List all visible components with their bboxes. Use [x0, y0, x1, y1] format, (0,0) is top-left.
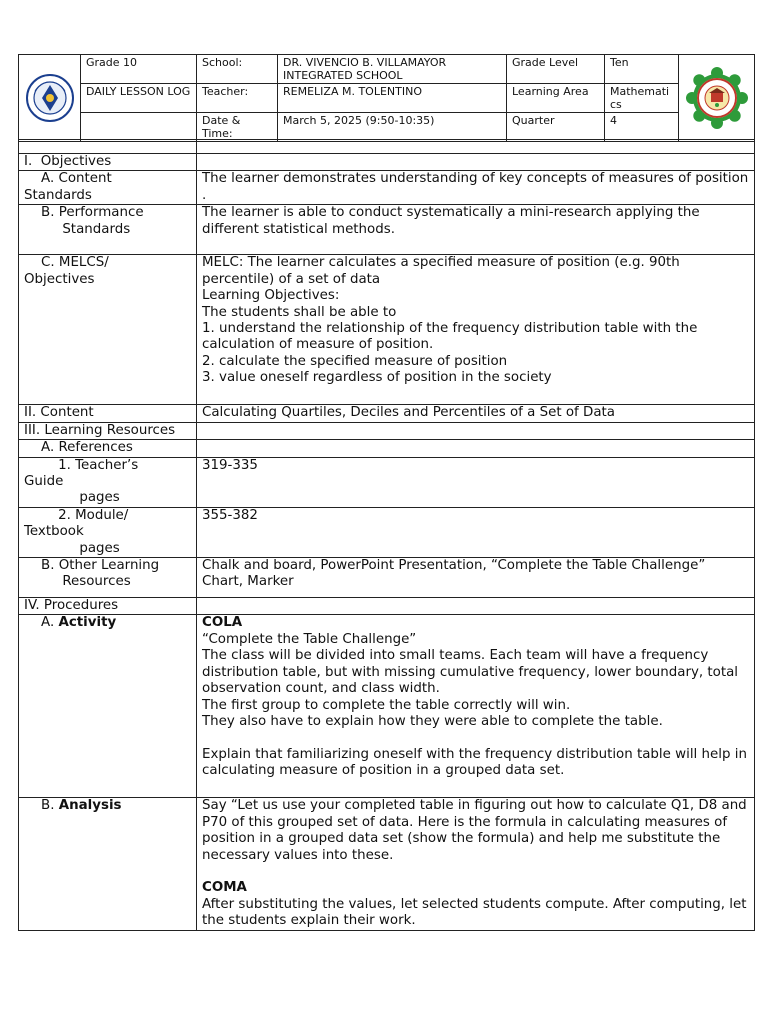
date-value: March 5, 2025 (9:50-10:35)	[278, 113, 507, 142]
performance-standards-label: B. Performance Standards	[19, 205, 197, 255]
learning-resources-value	[197, 422, 755, 439]
activity-label-bold: Activity	[58, 615, 117, 631]
analysis-value-bottom: After substituting the values, let selected students compute. After computing, let the students explain their work.	[202, 896, 751, 928]
spacer-row	[19, 140, 755, 154]
melcs-label: C. MELCS/ Objectives	[19, 255, 197, 405]
grade-level-value: Ten	[605, 55, 679, 84]
table-row	[19, 205, 755, 255]
school-label: School:	[197, 55, 278, 84]
content-standards-label: A. Content Standards	[19, 171, 197, 205]
objectives-label: I. Objectives	[19, 154, 197, 171]
content-label: II. Content	[19, 405, 197, 422]
objectives-value	[197, 154, 755, 171]
activity-value: “Complete the Table Challenge” The class will be divided into small teams. Each team will have a frequency distribution table, but with missing cumulative frequency, lower boundary, total observation count, and class width. The first group to complete the table correctly will win. They also have to explain how they were able to complete the table. Explain that familiarizing oneself with the frequency distribution table will help in calculating measure of position in a grouped data set.	[202, 631, 747, 779]
content-standards-value: The learner demonstrates understanding of key concepts of measures of position .	[197, 171, 755, 205]
table-row	[19, 405, 755, 422]
analysis-cell	[197, 798, 755, 931]
table-row	[19, 798, 755, 931]
performance-standards-value: The learner is able to conduct systematically a mini-research applying the different statistical methods.	[197, 205, 755, 255]
teachers-guide-value: 319-335	[197, 457, 755, 507]
analysis-value-top: Say “Let us use your completed table in figuring out how to calculate Q1, D8 and P70 of this grouped set of data. Here is the formula in calculating measures of position in a grouped data set (show the formula) and help me substitute the necessary values into these.	[202, 798, 751, 863]
learning-resources-label: III. Learning Resources	[19, 422, 197, 439]
deped-seal-cell	[19, 55, 81, 142]
procedures-value	[197, 598, 755, 615]
procedures-label: IV. Procedures	[19, 598, 197, 615]
teachers-guide-label: 1. Teacher’s Guide pages	[19, 457, 197, 507]
date-label: Date & Time:	[197, 113, 278, 142]
references-label: A. References	[19, 440, 197, 457]
teacher-label: Teacher:	[197, 84, 278, 113]
table-row	[19, 615, 755, 798]
other-resources-label: B. Other Learning Resources	[19, 558, 197, 598]
school-seal-cell	[679, 55, 755, 142]
grade-level-label: Grade Level	[507, 55, 605, 84]
table-row	[19, 507, 755, 557]
quarter-label: Quarter	[507, 113, 605, 142]
analysis-label-prefix: B.	[24, 798, 59, 814]
deped-seal-icon	[25, 73, 75, 123]
activity-heading: COLA	[202, 615, 243, 631]
learning-area-label: Learning Area	[507, 84, 605, 113]
activity-label-prefix: A.	[24, 615, 59, 631]
module-label: 2. Module/ Textbook pages	[19, 507, 197, 557]
melcs-value: MELC: The learner calculates a specified measure of position (e.g. 90th percentile) of a set of data Learning Objectives: The students shall be able to 1. understand the relationship of the frequency distribution table with the calculation of measure of position. 2. calculate the specified measure of position 3. value oneself regardless of position in the society	[197, 255, 755, 405]
activity-cell	[197, 615, 755, 798]
lesson-table	[18, 139, 755, 931]
learning-area-value: Mathematics	[605, 84, 679, 113]
content-value: Calculating Quartiles, Deciles and Percentiles of a Set of Data	[197, 405, 755, 422]
grade-cell: Grade 10	[81, 55, 197, 84]
table-row	[19, 422, 755, 439]
table-row	[19, 457, 755, 507]
table-row	[19, 255, 755, 405]
school-value: DR. VIVENCIO B. VILLAMAYOR INTEGRATED SCHOOL	[278, 55, 507, 84]
quarter-value: 4	[605, 113, 679, 142]
table-row	[19, 154, 755, 171]
table-row	[19, 171, 755, 205]
analysis-label	[19, 798, 197, 931]
school-seal-icon	[686, 67, 748, 129]
analysis-label-bold: Analysis	[58, 798, 122, 814]
module-value: 355-382	[197, 507, 755, 557]
table-row	[19, 558, 755, 598]
analysis-heading: COMA	[202, 880, 247, 896]
other-resources-value: Chalk and board, PowerPoint Presentation, “Complete the Table Challenge” Chart, Marker	[197, 558, 755, 598]
table-row	[19, 598, 755, 615]
header-table	[18, 54, 755, 142]
teacher-value: REMELIZA M. TOLENTINO	[278, 84, 507, 113]
table-row	[19, 440, 755, 457]
references-value	[197, 440, 755, 457]
empty-cell	[81, 113, 197, 142]
doc-type-cell: DAILY LESSON LOG	[81, 84, 197, 113]
activity-label	[19, 615, 197, 798]
